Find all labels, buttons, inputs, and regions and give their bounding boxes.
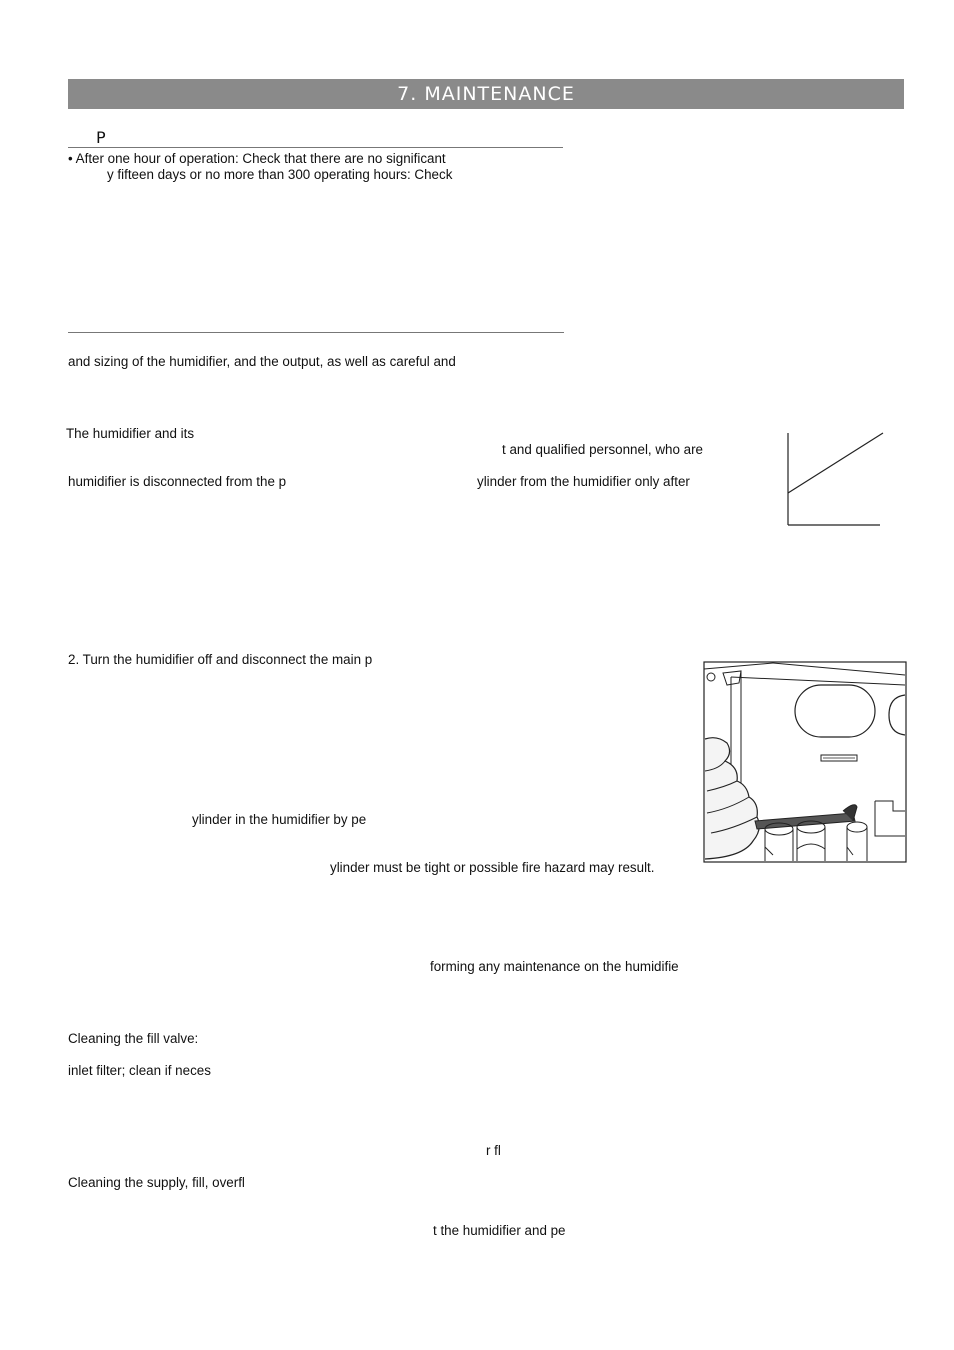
- text-line-9: ylinder in the humidifier by pe: [192, 812, 367, 827]
- text-line-3: and sizing of the humidifier, and the output, as well as careful and: [68, 354, 456, 369]
- text-line-12: Cleaning the fill valve:: [68, 1031, 199, 1046]
- subsection-letter: P: [96, 128, 106, 147]
- text-line-8: 2. Turn the humidifier off and disconnect the main p: [68, 652, 373, 667]
- text-line-4: The humidifier and its: [66, 426, 195, 441]
- text-line-7: ylinder from the humidifier only after: [477, 474, 690, 489]
- line-graph-icon: [780, 428, 890, 530]
- text-line-10: ylinder must be tight or possible fire hazard may result.: [330, 860, 655, 875]
- divider-top: [68, 147, 563, 148]
- section-header: 7. MAINTENANCE: [68, 79, 904, 109]
- text-line-11: forming any maintenance on the humidifie: [430, 959, 679, 974]
- text-line-1: • After one hour of operation: Check that there are no significant: [68, 151, 446, 166]
- text-line-15: Cleaning the supply, fill, overfl: [68, 1175, 245, 1190]
- text-line-5: t and qualified personnel, who are: [502, 442, 703, 457]
- text-line-13: inlet filter; clean if neces: [68, 1063, 211, 1078]
- cylinder-wrench-illustration-icon: [703, 661, 907, 864]
- text-line-6: humidifier is disconnected from the p: [68, 474, 287, 489]
- text-line-2: y fifteen days or no more than 300 operating hours: Check: [107, 167, 453, 182]
- divider-bottom: [68, 332, 564, 333]
- text-line-16: t the humidifier and pe: [433, 1223, 566, 1238]
- text-line-14: r fl: [486, 1143, 501, 1158]
